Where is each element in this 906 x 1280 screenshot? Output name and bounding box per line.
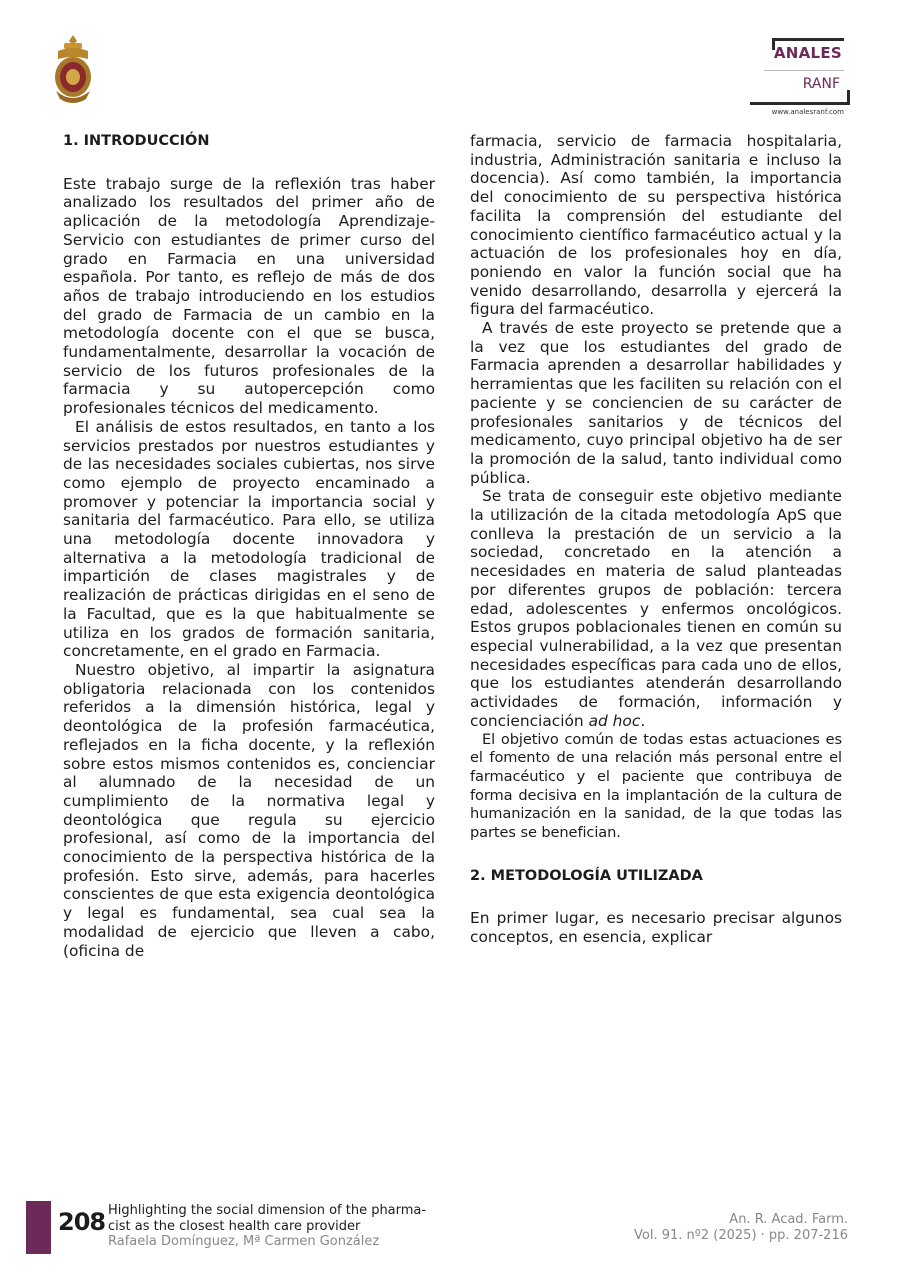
- running-title-line2: cist as the closest health care provider: [108, 1218, 361, 1234]
- section-heading-introduccion: 1. INTRODUCCIÓN: [63, 133, 210, 149]
- paragraph-text: Se trata de conseguir este objetivo mediante la utilización de la citada metodología ApS que conlleva la prestación de un servicio a la sociedad, concretado en la atención a necesidades en materia de salud planteadas por diferentes grupos de población: tercera edad, adolescentes y enfermos oncológicos. Estos grupos poblacionales tienen en común su especial vulnerabilidad, a la vez que presentan necesidades específicas para cada uno de ellos, que los estudiantes atenderán desarrollando actividades de formación, información y concienciación: [470, 487, 842, 730]
- footer-accent-bar: [26, 1201, 51, 1254]
- paragraph: A través de este proyecto se pretende que a la vez que los estudiantes del grado de Farmacia aprenden a desarrollar habilidades y herramientas que les faciliten su relación con el paciente y se conciencien de su carácter de profesionales sanitarios y de técnicos del medicamento, cuyo principal objetivo ha de ser la promoción de la salud, tanto individual como pública.: [470, 319, 842, 487]
- logo-frame-bottom: [750, 102, 850, 105]
- running-title: [108, 1203, 426, 1250]
- coat-of-arms-icon: [50, 33, 96, 107]
- logo-frame-top: [772, 38, 844, 41]
- logo-subtitle: RANF: [802, 76, 840, 92]
- section-heading-metodologia: 2. METODOLOGÍA UTILIZADA: [470, 867, 703, 884]
- journal-volume: Vol. 91. nº2 (2025) · pp. 207-216: [634, 1228, 848, 1243]
- paragraph: Este trabajo surge de la reflexión tras haber analizado los resultados del primer año de aplicación de la metodología Aprendizaje-Servicio con estudiantes de primer curso del grado en Farmacia en una universidad española. Por tanto, es reflejo de más de dos años de trabajo introduciendo en los estudios del grado de Farmacia de un cambio en la metodología docente con el que se busca, fundamentalmente, desarrollar la vocación de servicio de los futuros profesionales de la farmacia y su autopercepción como profesionales técnicos del medicamento.: [63, 174, 435, 418]
- logo-url: www.analesranf.com: [771, 108, 844, 116]
- logo-title: ANALES: [773, 44, 842, 62]
- authors: Rafaela Domínguez, Mª Carmen González: [108, 1234, 380, 1249]
- period: .: [640, 711, 646, 730]
- page-number: 208: [58, 1208, 106, 1236]
- logo-divider: [764, 70, 844, 71]
- right-column: [470, 132, 842, 947]
- paragraph: Nuestro objetivo, al impartir la asignatura obligatoria relacionada con los contenidos referidos a la dimensión histórica, legal y deontológica de la profesión farmacéutica, reflejados en la ficha docente, y la reflexión sobre estos mismos contenidos es, concienciar al alumnado de la necesidad de un cumplimiento de la normativa legal y deontológica que regula su ejercicio profesional, así como de la importancia del conocimiento de la perspectiva histórica de la profesión. Esto sirve, además, para hacerles conscientes de que esta exigencia deontológica y legal es fundamental, sea cual sea la modalidad de ejercicio que lleven a cabo, (oficina de: [63, 660, 435, 960]
- logo-frame-bottom-right: [847, 90, 850, 105]
- journal-citation: [634, 1212, 848, 1244]
- latin-term: ad hoc: [588, 711, 641, 730]
- paragraph: El objetivo común de todas estas actuaciones es el fomento de una relación más personal entre el farmacéutico y el paciente que contribuya de forma decisiva en la implantación de la cultura de humanización en la sanidad, de la que todas las partes se benefician.: [470, 730, 842, 842]
- running-title-line1: Highlighting the social dimension of the pharma-: [108, 1203, 427, 1218]
- paragraph: [470, 487, 842, 730]
- journal-logo: [742, 34, 850, 116]
- paragraph: farmacia, servicio de farmacia hospitalaria, industria, Administración sanitaria e incluso la docencia). Así como también, la importancia del conocimiento de su perspectiva histórica facilita la comprensión del estudiante del conocimiento científico farmacéutico actual y la actuación de los profesionales hoy en día, poniendo en valor la función social que ha venido desarrollando, desarrolla y ejercerá la figura del farmacéutico.: [470, 132, 842, 319]
- paragraph: En primer lugar, es necesario precisar algunos conceptos, en esencia, explicar: [470, 909, 842, 947]
- paragraph: El análisis de estos resultados, en tanto a los servicios prestados por nuestros estudiantes y de las necesidades sociales cubiertas, nos sirve como ejemplo de proyecto encaminado a promover y potenciar la importancia social y sanitaria del farmacéutico. Para ello, se utiliza una metodología docente innovadora y alternativa a la metodología tradicional de impartición de clases magistrales y de realización de prácticas dirigidas en el seno de la Facultad, que es la que habitualmente se utiliza en los grados de formación sanitaria, concretamente, en el grado en Farmacia.: [63, 417, 435, 661]
- journal-name: An. R. Acad. Farm.: [729, 1212, 848, 1227]
- left-column: [63, 132, 435, 960]
